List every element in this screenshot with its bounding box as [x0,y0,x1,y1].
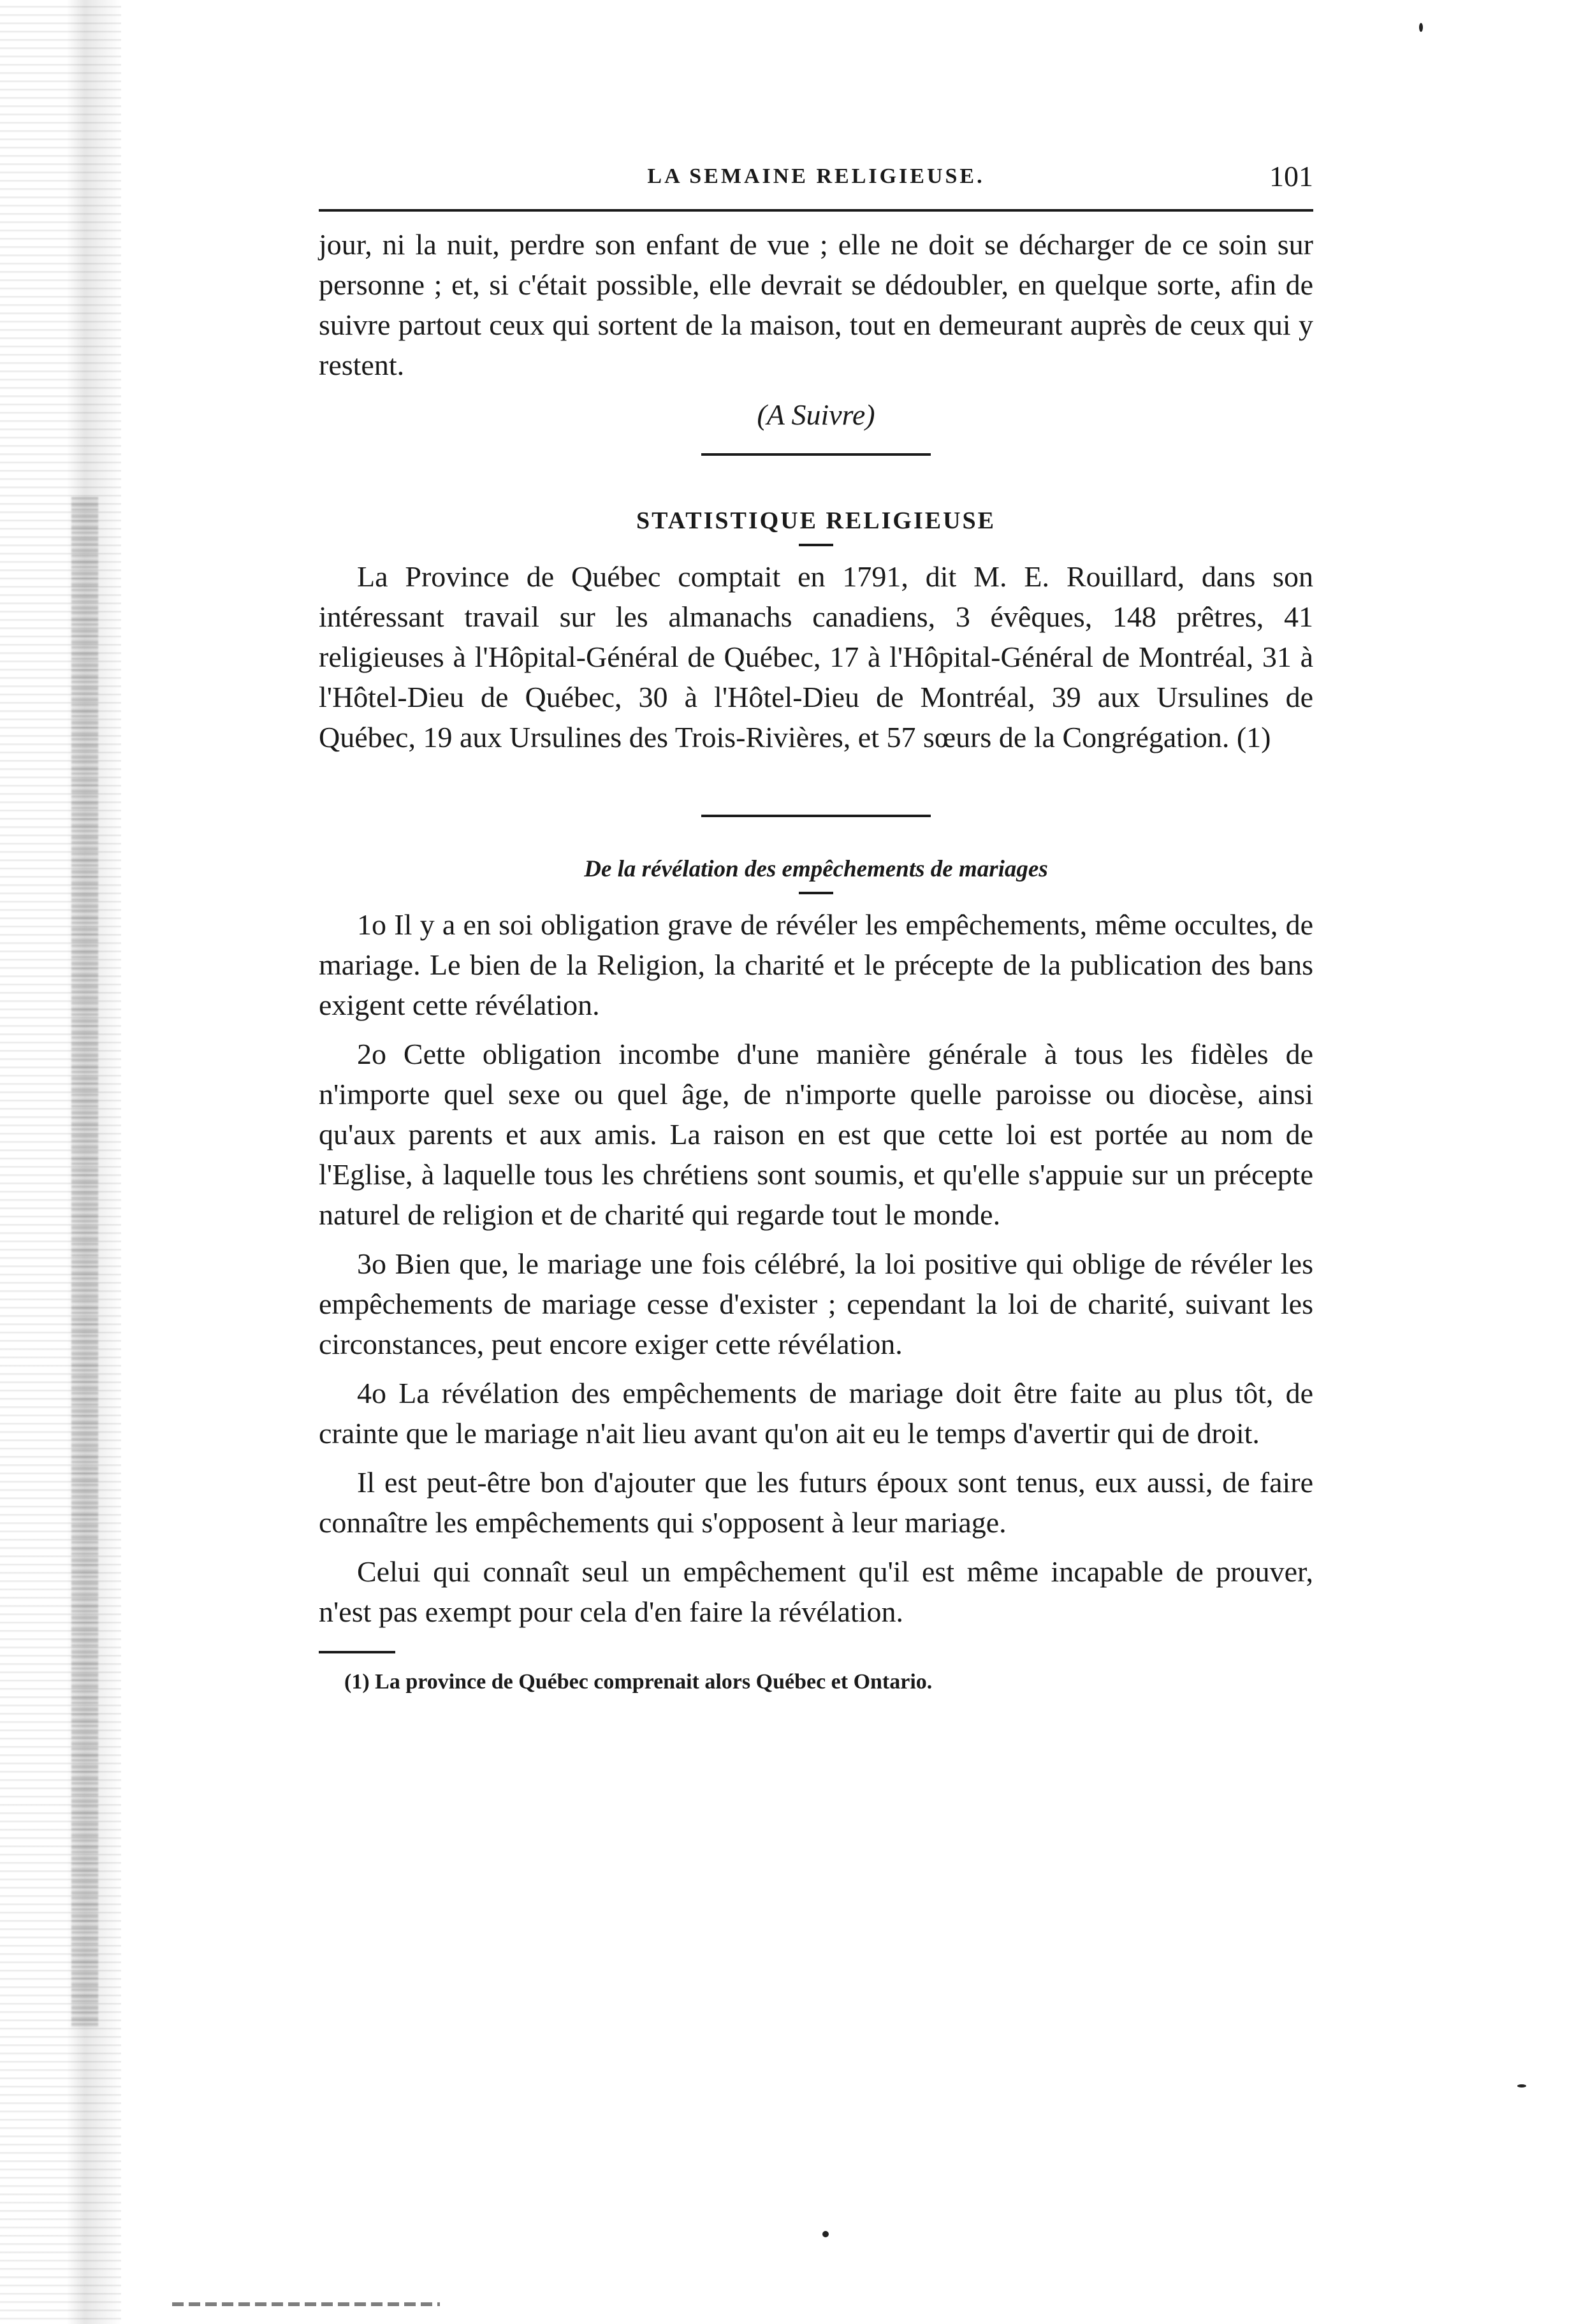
scan-speck [1517,2084,1526,2088]
document-page [319,159,1313,1694]
page-number: 101 [1269,160,1313,192]
scan-binding-strip [71,497,98,2027]
title-dash [799,892,833,894]
scan-speck [822,2231,829,2237]
impediments-paragraph: 4o La révélation des empêchements de mariage doit être faite au plus tôt, de crainte que le mariage n'ait lieu avant qu'on ait eu le temps d'avertir qui de droit. [319,1377,1313,1449]
running-head [319,159,1313,204]
statistics-section-title: STATISTIQUE RELIGIEUSE [636,507,996,534]
statistics-paragraph: La Province de Québec comptait en 1791, dit M. E. Rouillard, dans son intéressant travail sur les almanachs canadiens, 3 évêques, 148 prêtres, 41 religieuses à l'Hôpital-Général de Québec, 17 à l'Hôpital-Général de Montréal, 31 à l'Hôtel-Dieu de Québec, 30 à l'Hôtel-Dieu de Montréal, 39 aux Ursulines de Québec, 19 aux Ursulines des Trois-Rivières, et 57 sœurs de la Congrégation. (1) [319,560,1313,753]
impediments-section-title: De la révélation des empêchements de mariages [584,856,1048,882]
impediments-paragraph: 2o Cette obligation incombe d'une manière générale à tous les fidèles de n'importe quel sexe ou quel âge, de n'importe quelle paroisse ou diocèse, ainsi qu'aux parents et aux amis. La raison en est que cette loi est portée au nom de l'Eglise, à laquelle tous les chrétiens sont soumis, et qu'elle s'appuie sur un précepte naturel de religion et de charité qui regarde tout le monde. [319,1038,1313,1231]
header-rule [319,209,1313,212]
scan-speck [1419,23,1423,32]
section-separator [701,453,931,456]
impediments-paragraph: 1o Il y a en soi obligation grave de révéler les empêchements, même occultes, de mariage. Le bien de la Religion, la charité et le précepte de la publication des bans exigent cette révélation. [319,908,1313,1021]
section-separator [701,815,931,817]
to-be-continued: (A Suivre) [757,398,875,431]
journal-title: LA SEMAINE RELIGIEUSE. [647,164,985,188]
title-dash [799,544,833,546]
footnote-rule [319,1651,395,1653]
footnote: (1) La province de Québec comprenait alors Québec et Ontario. [344,1670,933,1694]
continuation-paragraph: jour, ni la nuit, perdre son enfant de vue ; elle ne doit se décharger de ce soin sur personne ; et, si c'était possible, elle devrait se dédoubler, en quelque sorte, afin de suivre partout ceux qui sortent de la maison, tout en demeurant auprès de ceux qui y restent. [319,228,1313,381]
scan-binding-shadow [0,0,121,2324]
impediments-paragraph: Il est peut-être bon d'ajouter que les futurs époux sont tenus, eux aussi, de faire connaître les empêchements qui s'opposent à leur mariage. [319,1466,1313,1539]
impediments-paragraph: 3o Bien que, le mariage une fois célébré, la loi positive qui oblige de révéler les empêchements de mariage cesse d'exister ; cependant la loi de charité, suivant les circonstances, peut encore exiger cette révélation. [319,1247,1313,1360]
impediments-paragraph: Celui qui connaît seul un empêchement qu'il est même incapable de prouver, n'est pas exempt pour cela d'en faire la révélation. [319,1555,1313,1628]
scan-bottom-streak [172,2302,440,2306]
